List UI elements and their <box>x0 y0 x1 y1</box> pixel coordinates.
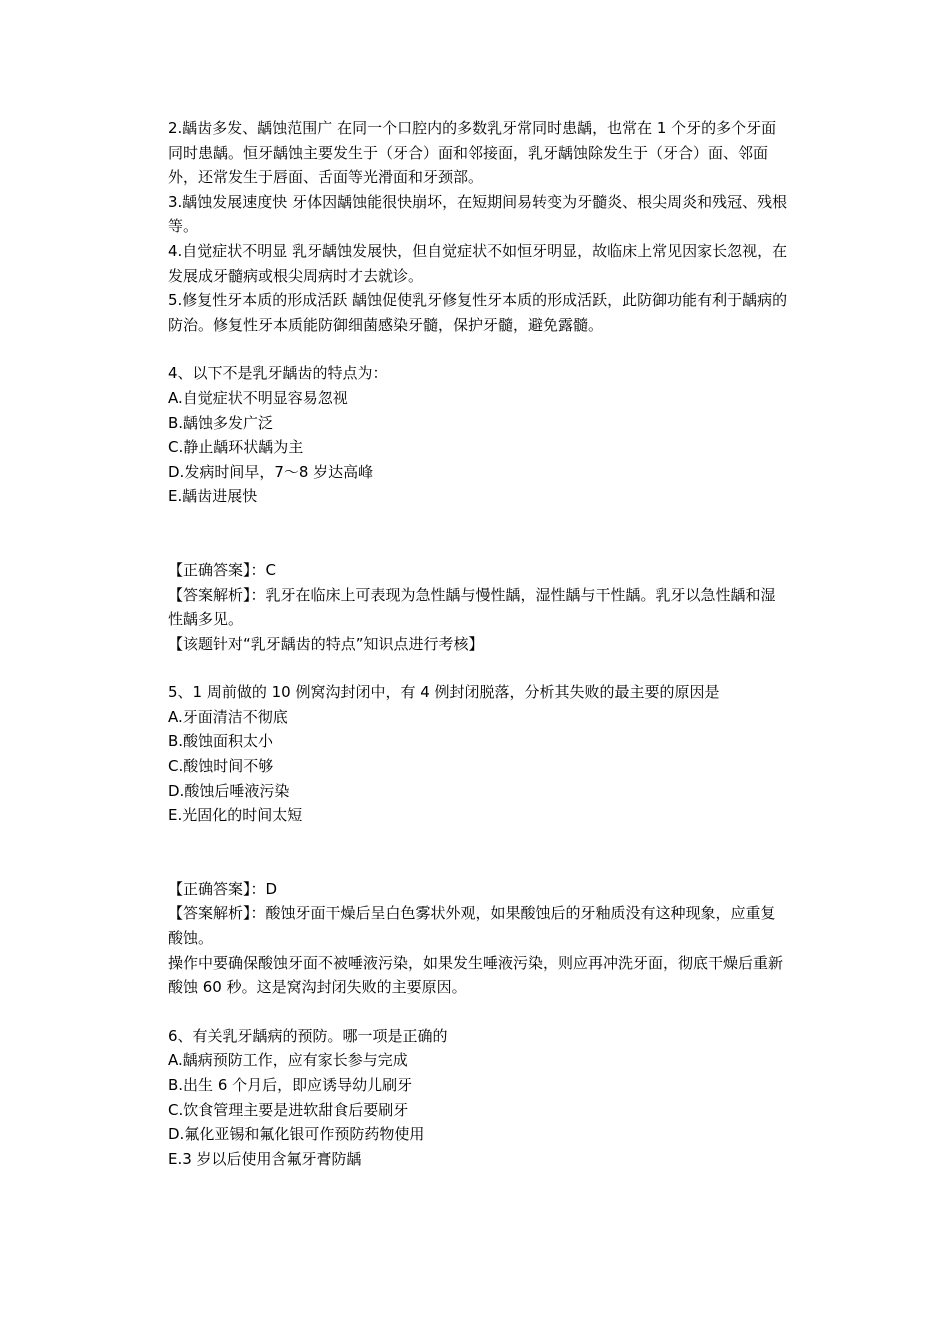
q5-option-a: A.牙面清洁不彻底 <box>168 707 288 726</box>
q4-option-c: C.静止龋环状龋为主 <box>168 438 304 457</box>
q5-option-d: D.酸蚀后唾液污染 <box>168 781 290 800</box>
q5-option-c: C.酸蚀时间不够 <box>168 757 274 776</box>
q6-option-b: B.出生 6 个月后，即应诱导幼儿刷牙 <box>168 1076 413 1094</box>
q4-option-e: E.龋齿进展快 <box>168 487 258 506</box>
q4-option-d: D.发病时间早，7～8 岁达高峰 <box>168 462 374 481</box>
point-3: 3.龋蚀发展速度快 牙体因龋蚀能很快崩坏，在短期间易转变为牙髓炎、根尖周炎和残冠、残根等。 <box>168 192 788 236</box>
q6-option-a: A.龋病预防工作，应有家长参与完成 <box>168 1051 408 1070</box>
q5-analysis-continued: 操作中要确保酸蚀牙面不被唾液污染，如果发生唾液污染，则应再冲洗牙面，彻底干燥后重新酸蚀 60 秒。这是窝沟封闭失败的主要原因。 <box>168 953 784 997</box>
q6-question: 6、有关乳牙龋病的预防。哪一项是正确的 <box>168 1026 448 1045</box>
q5-analysis: 【答案解析】：酸蚀牙面干燥后呈白色雾状外观，如果酸蚀后的牙釉质没有这种现象，应重复酸蚀。 <box>168 904 776 948</box>
document-page <box>168 116 788 1171</box>
q5-question: 5、1 周前做的 10 例窝沟封闭中，有 4 例封闭脱落，分析其失败的最主要的原因是 <box>168 683 720 702</box>
q6-option-c: C.饮食管理主要是进软甜食后要刷牙 <box>168 1100 409 1119</box>
q4-analysis: 【答案解析】：乳牙在临床上可表现为急性龋与慢性龋，湿性龋与干性龋。乳牙以急性龋和湿性龋多见。 <box>168 585 776 629</box>
point-2: 2.龋齿多发、龋蚀范围广 在同一个口腔内的多数乳牙常同时患龋，也常在 1 个牙的多个牙面同时患龋。恒牙龋蚀主要发生于（牙合）面和邻接面，乳牙龋蚀除发生于（牙合）面、邻面外，还常发生于唇面、舌面等光滑面和牙颈部。 <box>168 119 777 187</box>
q5-answer: 【正确答案】：D <box>168 879 278 898</box>
q6-option-e: E.3 岁以后使用含氟牙膏防龋 <box>168 1149 362 1168</box>
q4-option-a: A.自觉症状不明显容易忽视 <box>168 388 348 407</box>
point-5: 5.修复性牙本质的形成活跃 龋蚀促使乳牙修复性牙本质的形成活跃，此防御功能有利于龋病的防治。修复性牙本质能防御细菌感染牙髓，保护牙髓，避免露髓。 <box>168 291 788 334</box>
q4-note: 【该题针对“乳牙龋齿的特点”知识点进行考核】 <box>168 634 484 653</box>
q6-option-d: D.氟化亚锡和氟化银可作预防药物使用 <box>168 1125 425 1144</box>
q4-option-b: B.龋蚀多发广泛 <box>168 413 274 432</box>
q5-option-e: E.光固化的时间太短 <box>168 806 303 825</box>
q5-option-b: B.酸蚀面积太小 <box>168 732 274 751</box>
point-4: 4.自觉症状不明显 乳牙龋蚀发展快，但自觉症状不如恒牙明显，故临床上常见因家长忽视，在发展成牙髓病或根尖周病时才去就诊。 <box>168 241 788 285</box>
q4-answer: 【正确答案】：C <box>168 560 276 579</box>
q4-question: 4、以下不是乳牙龋齿的特点为： <box>168 364 388 383</box>
